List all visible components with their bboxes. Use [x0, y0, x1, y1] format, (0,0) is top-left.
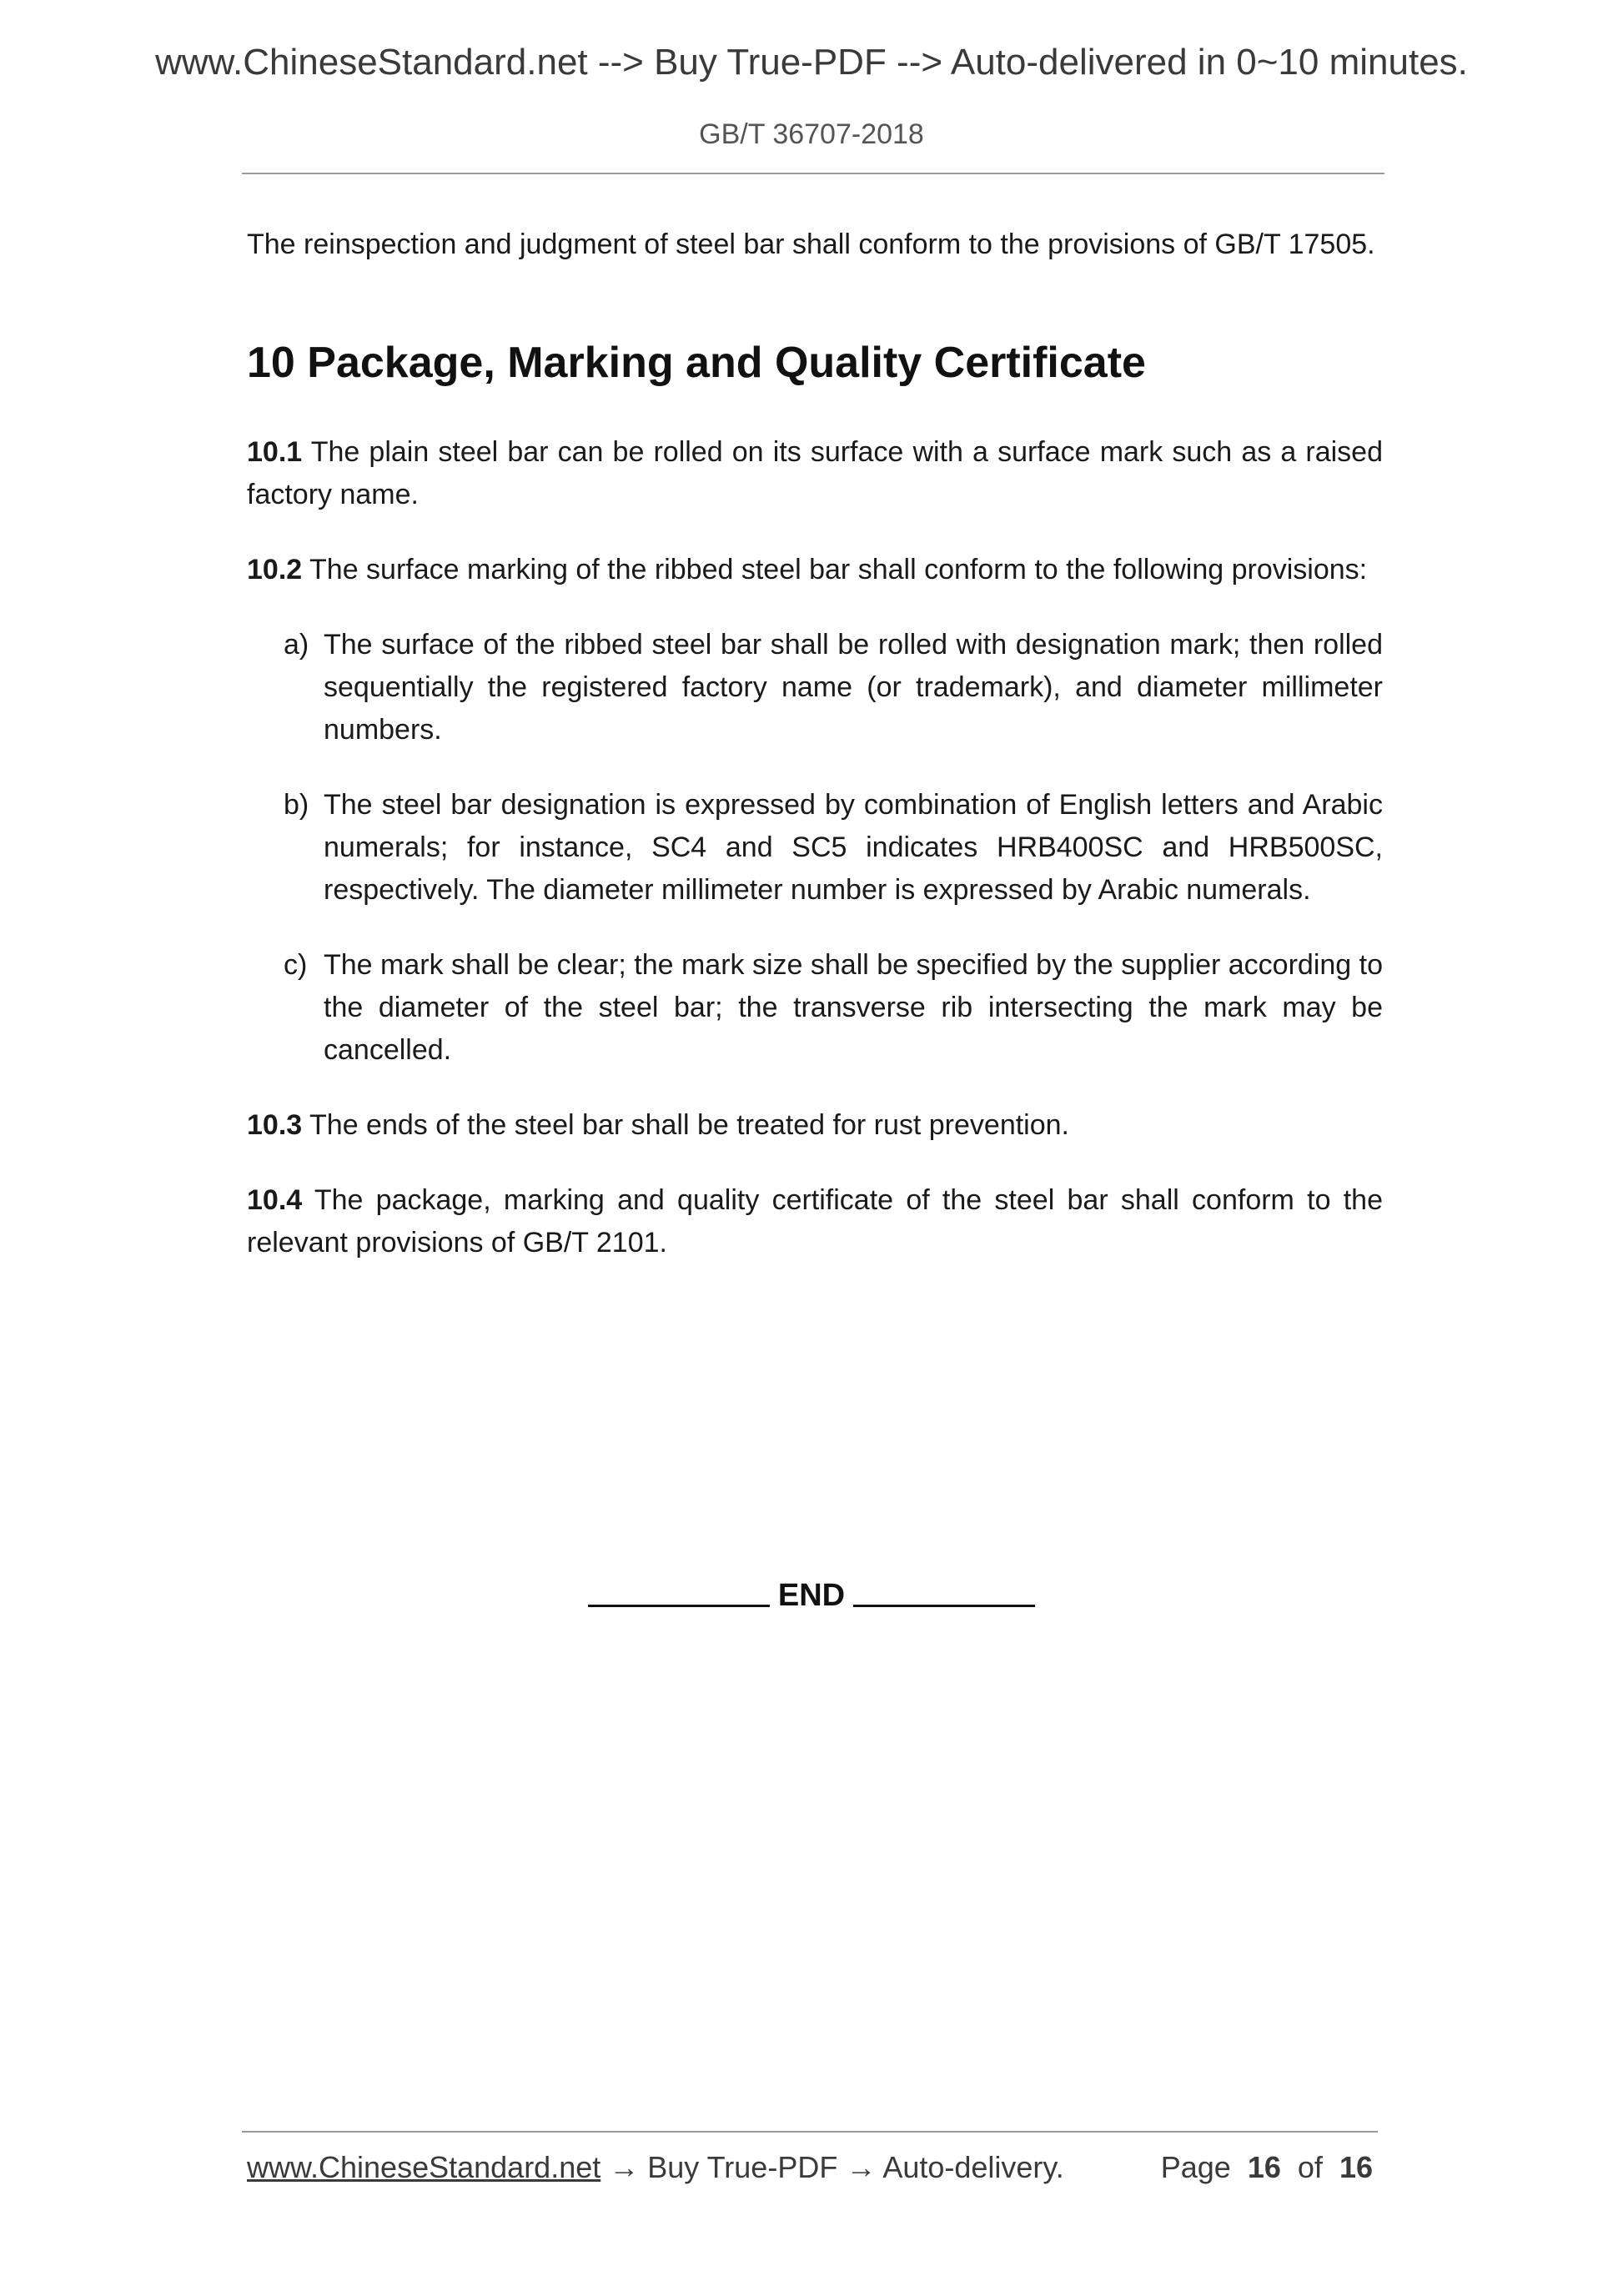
- intro-paragraph: The reinspection and judgment of steel bar shall conform to the provisions of GB/T 17505.: [247, 229, 1375, 260]
- clause-10-2: [247, 549, 1383, 591]
- footer-divider: [242, 2131, 1378, 2133]
- item-text: The steel bar designation is expressed by combination of English letters and Arabic numerals; for instance, SC4 and SC5 indicates HRB400SC and HRB500SC, respectively. The diameter millimeter number is expressed by Arabic numerals.: [324, 789, 1383, 906]
- clause-text: The surface marking of the ribbed steel bar shall conform to the following provisions:: [302, 554, 1368, 585]
- clause-number: 10.3: [247, 1109, 303, 1141]
- site-banner: www.ChineseStandard.net --> Buy True-PDF --> Auto-delivered in 0~10 minutes.: [155, 42, 1468, 83]
- list-item-c: [247, 944, 1383, 1072]
- footer-site-link[interactable]: www.ChineseStandard.net: [247, 2150, 601, 2184]
- document-body: [247, 224, 1383, 1297]
- clause-text: The plain steel bar can be rolled on its surface with a surface mark such as a raised factory name.: [247, 436, 1383, 510]
- item-label: b): [284, 789, 309, 821]
- item-text: The surface of the ribbed steel bar shall be rolled with designation mark; then rolled sequentially the registered factory name (or trademark), and diameter millimeter numbers.: [324, 629, 1383, 746]
- total-pages: 16: [1339, 2150, 1373, 2184]
- end-rule-left: [588, 1605, 770, 1607]
- end-marker: [0, 1578, 1623, 1614]
- footer-promo: [247, 2150, 1064, 2185]
- list-item-b: [247, 784, 1383, 912]
- end-rule-right: [853, 1605, 1035, 1607]
- header-divider: [242, 173, 1384, 174]
- clause-10-1: [247, 431, 1383, 516]
- clause-number: 10.1: [247, 436, 303, 468]
- end-label: END: [777, 1578, 846, 1613]
- clause-text: The ends of the steel bar shall be treated for rust prevention.: [302, 1109, 1069, 1141]
- clause-10-3: [247, 1104, 1383, 1147]
- page-number: [1161, 2150, 1373, 2185]
- section-heading: 10 Package, Marking and Quality Certificate: [247, 339, 1146, 387]
- footer-promo-text: → Buy True-PDF → Auto-delivery.: [600, 2150, 1064, 2184]
- current-page: 16: [1247, 2150, 1281, 2184]
- item-label: a): [284, 629, 309, 661]
- clause-10-4: [247, 1179, 1383, 1264]
- clause-text: The package, marking and quality certificate of the steel bar shall conform to the relevant provisions of GB/T 2101.: [247, 1184, 1383, 1259]
- list-item-a: [247, 624, 1383, 751]
- item-label: c): [284, 949, 308, 981]
- clause-number: 10.2: [247, 554, 303, 585]
- of-word: of: [1297, 2150, 1323, 2184]
- item-text: The mark shall be clear; the mark size shall be specified by the supplier according to the diameter of the steel bar; the transverse rib intersecting the mark may be cancelled.: [324, 949, 1383, 1066]
- document-code: GB/T 36707-2018: [699, 118, 924, 150]
- page-word: Page: [1160, 2150, 1231, 2184]
- clause-number: 10.4: [247, 1184, 303, 1216]
